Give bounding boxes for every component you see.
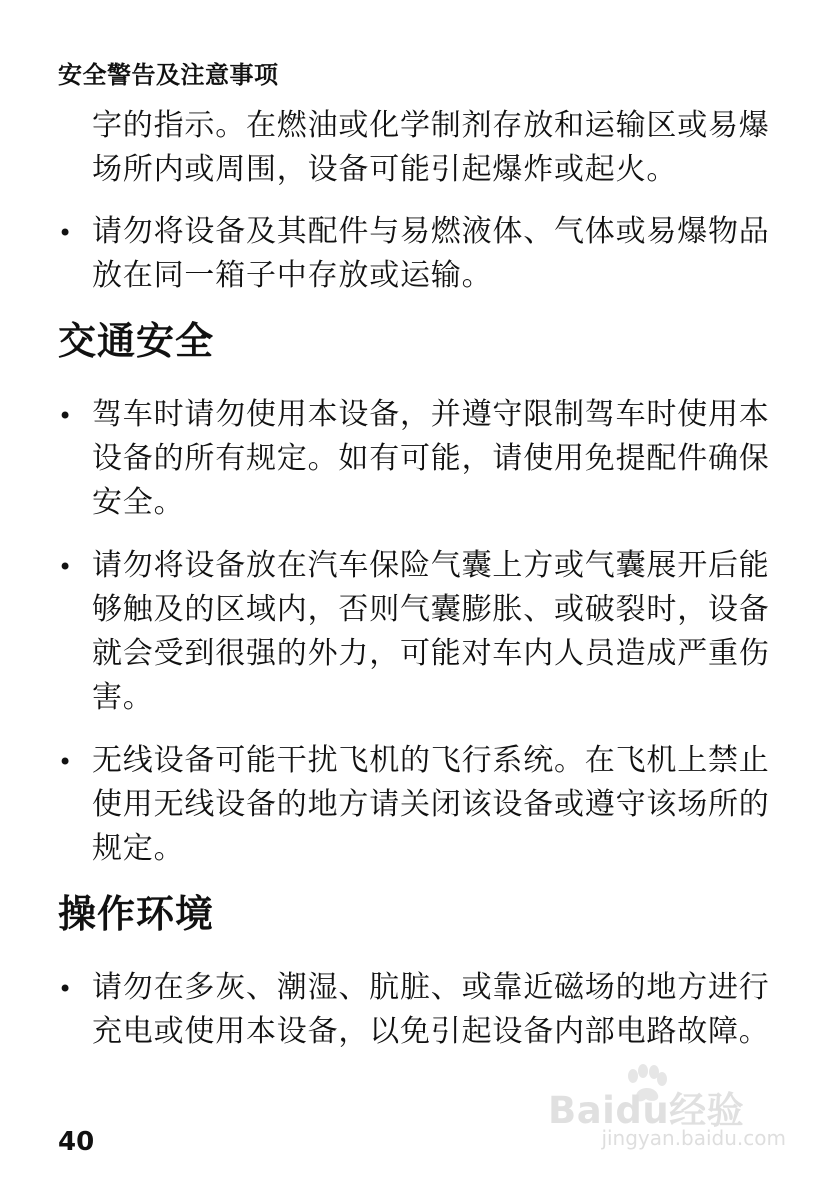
operating-environment-section (58, 890, 778, 1054)
bullet-item (58, 393, 778, 525)
bullet-text: 请勿将设备及其配件与易燃液体、气体或易爆物品放在同一箱子中存放或运输。 (92, 214, 770, 293)
bullet-item (58, 739, 778, 871)
operating-environment-heading: 操作环境 (58, 892, 215, 936)
running-header: 安全警告及注意事项 (58, 61, 279, 89)
intro-bullet-list (58, 210, 778, 298)
bullet-text: 驾车时请勿使用本设备，并遵守限制驾车时使用本设备的所有规定。如有可能，请使用免提配件确保安全。 (92, 397, 770, 520)
traffic-safety-heading: 交通安全 (58, 319, 215, 363)
bullet-item (58, 210, 778, 298)
watermark-site: jingyan.baidu.com (601, 1126, 786, 1150)
bullet-item (58, 544, 778, 720)
bullet-text: 请勿将设备放在汽车保险气囊上方或气囊展开后能够触及的区域内，否则气囊膨胀、或破裂时，设备就会受到很强的外力，可能对车内人员造成严重伤害。 (92, 548, 770, 715)
bullet-text: 请勿在多灰、潮湿、肮脏、或靠近磁场的地方进行充电或使用本设备，以免引起设备内部电路故障。 (92, 970, 770, 1049)
bullet-text: 无线设备可能干扰飞机的飞行系统。在飞机上禁止使用无线设备的地方请关闭该设备或遵守该场所的规定。 (92, 743, 770, 866)
watermark-logo: Baidu经验 (548, 1089, 745, 1132)
bullet-point-icon: • (58, 402, 73, 430)
page-content (58, 104, 778, 1073)
bullet-point-icon: • (58, 553, 73, 581)
page-number: 40 (58, 1127, 95, 1157)
operating-environment-list (58, 966, 778, 1054)
bullet-item (58, 966, 778, 1054)
bullet-point-icon: • (58, 748, 73, 776)
bullet-point-icon: • (58, 219, 73, 247)
traffic-safety-list (58, 393, 778, 871)
bullet-point-icon: • (58, 975, 73, 1003)
baidu-watermark (548, 1064, 788, 1156)
continued-paragraph: 字的指示。在燃油或化学制剂存放和运输区或易爆场所内或周围，设备可能引起爆炸或起火。 (92, 108, 770, 187)
traffic-safety-section (58, 317, 778, 871)
